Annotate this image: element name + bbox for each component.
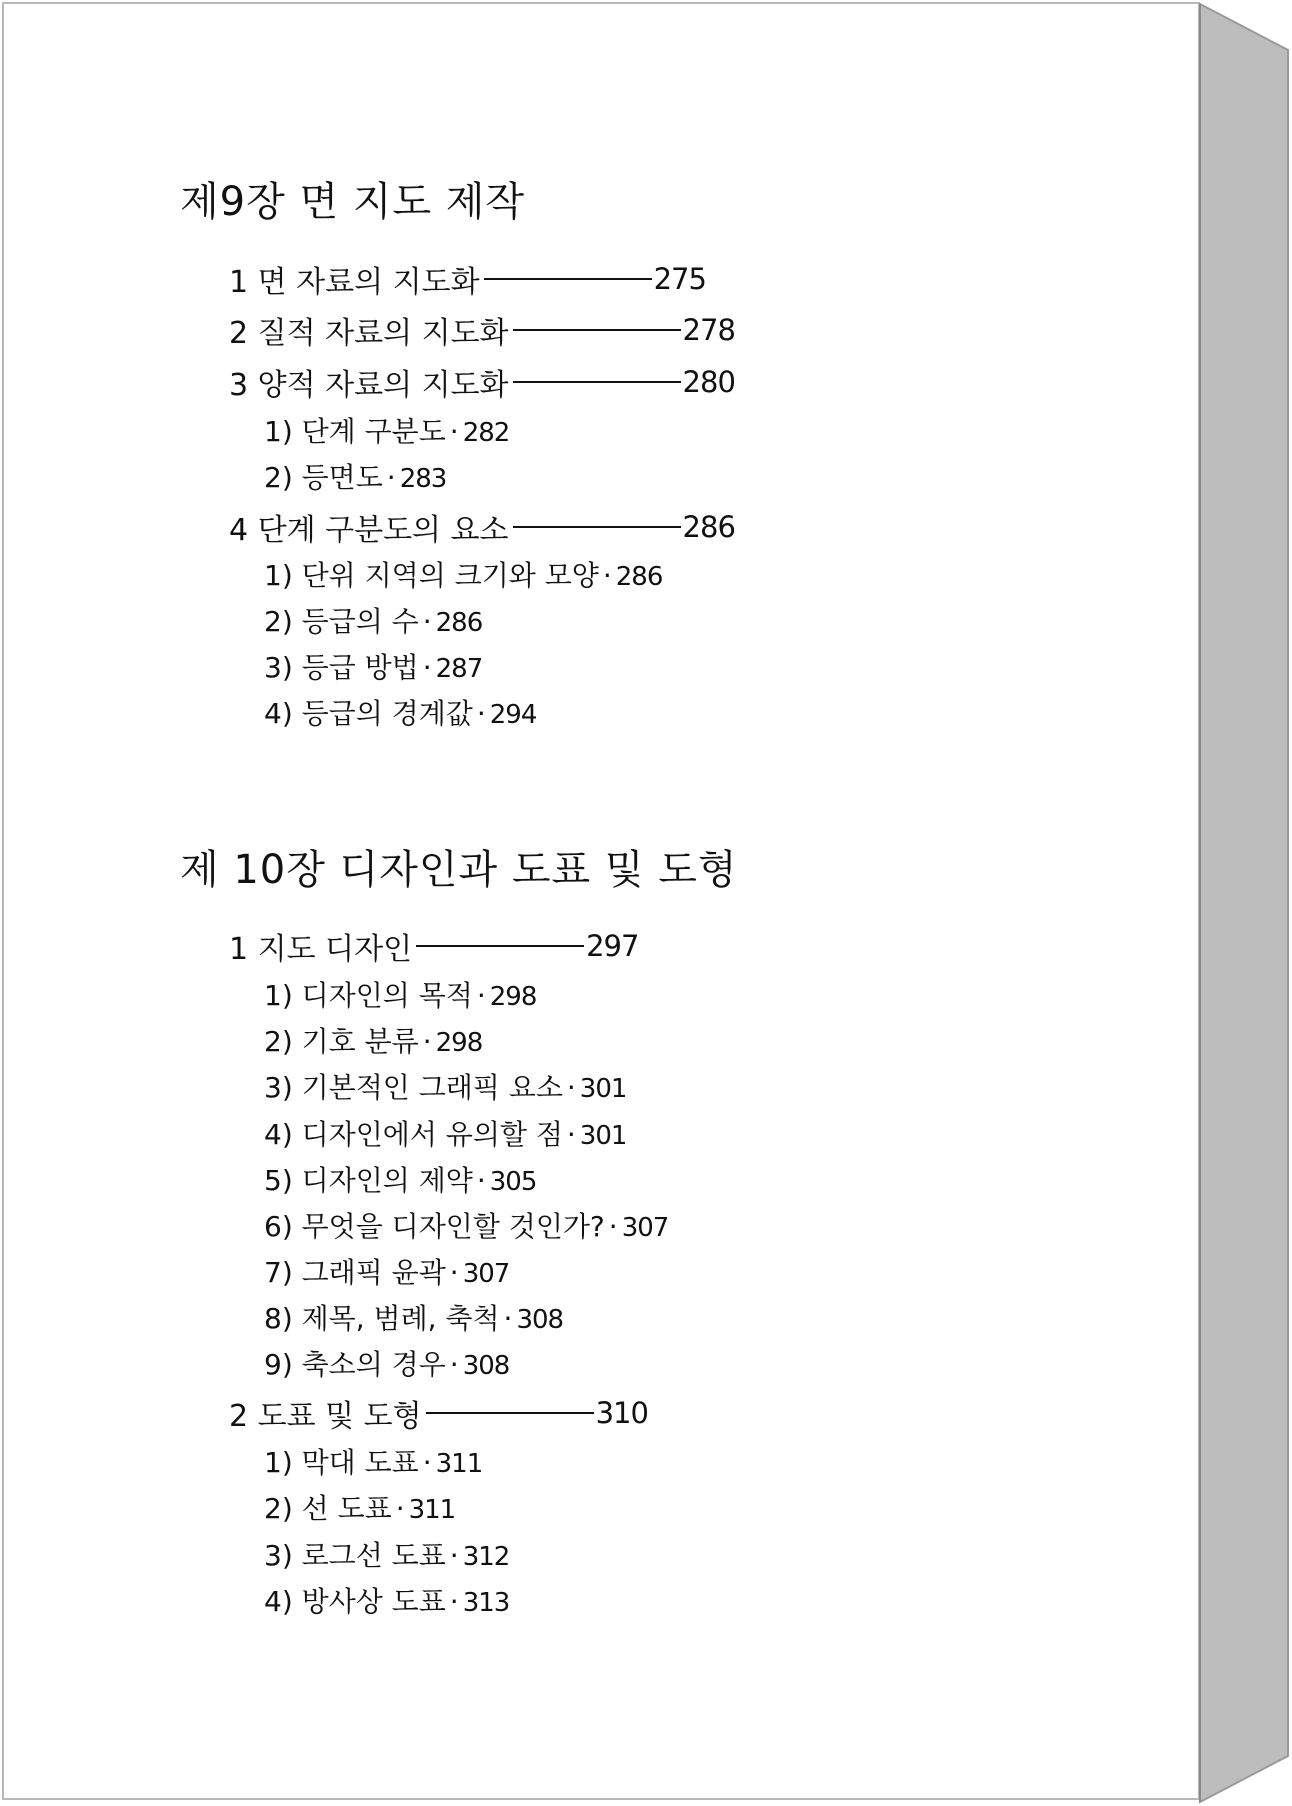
subsection-label: 2) 등면도 — [264, 461, 383, 494]
separator-dot: · — [395, 1492, 405, 1525]
subsection-page: 294 — [489, 700, 537, 730]
section-page: 310 — [595, 1396, 648, 1430]
subsection-page: 313 — [462, 1588, 510, 1618]
subsection-label: 4) 등급의 경계값 — [264, 697, 473, 730]
subsection-label: 5) 디자인의 제약 — [264, 1164, 473, 1197]
section-label: 2 질적 자료의 지도화 — [229, 316, 509, 351]
section-page: 280 — [682, 365, 735, 399]
subsection-page: 283 — [399, 464, 447, 494]
subsection-page: 307 — [462, 1259, 510, 1289]
leader-line — [513, 329, 681, 331]
leader-line — [484, 278, 652, 280]
subsection-label: 1) 디자인의 목적 — [264, 979, 473, 1012]
separator-dot: · — [602, 559, 612, 592]
subsection-page: 282 — [462, 418, 510, 448]
subsection-label: 2) 등급의 수 — [264, 605, 419, 638]
subsection-page: 311 — [435, 1449, 483, 1479]
toc-subsection[interactable] — [264, 1113, 626, 1153]
subsection-label: 8) 제목, 범례, 축척 — [264, 1302, 500, 1335]
separator-dot: · — [608, 1210, 618, 1243]
toc-subsection[interactable] — [264, 646, 482, 686]
separator-dot: · — [476, 1164, 486, 1197]
toc-subsection[interactable] — [264, 554, 662, 594]
section-label: 1 지도 디자인 — [229, 932, 413, 967]
toc-subsection[interactable] — [264, 1441, 482, 1481]
subsection-label: 1) 단계 구분도 — [264, 415, 446, 448]
toc-subsection[interactable] — [264, 1343, 509, 1383]
leader-line — [426, 1412, 594, 1414]
subsection-page: 298 — [489, 982, 537, 1012]
toc-subsection[interactable] — [264, 1159, 536, 1199]
subsection-page: 312 — [462, 1542, 510, 1572]
separator-dot: · — [449, 415, 459, 448]
subsection-label: 9) 축소의 경우 — [264, 1348, 446, 1381]
subsection-label: 3) 등급 방법 — [264, 651, 419, 684]
separator-dot: · — [422, 651, 432, 684]
section-page: 286 — [682, 510, 735, 544]
separator-dot: · — [566, 1118, 576, 1151]
toc-section[interactable] — [229, 505, 735, 549]
toc-subsection[interactable] — [264, 692, 536, 732]
section-page: 297 — [586, 929, 639, 963]
toc-subsection[interactable] — [264, 1251, 509, 1291]
subsection-page: 298 — [435, 1028, 483, 1058]
subsection-label: 6) 무엇을 디자인할 것인가? — [264, 1210, 605, 1243]
separator-dot: · — [476, 697, 486, 730]
toc-section[interactable] — [229, 308, 735, 352]
subsection-label: 7) 그래픽 윤곽 — [264, 1256, 446, 1289]
section-page: 278 — [682, 313, 735, 347]
leader-line — [416, 945, 584, 947]
separator-dot: · — [422, 1446, 432, 1479]
separator-dot: · — [449, 1348, 459, 1381]
toc-subsection[interactable] — [264, 600, 482, 640]
chapter-9-title: 제9장 면 지도 제작 — [180, 179, 526, 225]
toc-section[interactable] — [229, 360, 735, 404]
toc-section[interactable] — [229, 257, 706, 301]
subsection-label: 3) 기본적인 그래픽 요소 — [264, 1071, 563, 1104]
subsection-label: 4) 디자인에서 유의할 점 — [264, 1118, 563, 1151]
subsection-page: 308 — [462, 1351, 510, 1381]
section-label: 2 도표 및 도형 — [229, 1399, 422, 1434]
toc-subsection[interactable] — [264, 1297, 563, 1337]
subsection-page: 286 — [615, 562, 663, 592]
separator-dot: · — [503, 1302, 513, 1335]
toc-section[interactable] — [229, 1391, 648, 1435]
subsection-label: 2) 선 도표 — [264, 1492, 392, 1525]
subsection-label: 4) 방사상 도표 — [264, 1585, 446, 1618]
separator-dot: · — [449, 1539, 459, 1572]
section-label: 1 면 자료의 지도화 — [229, 265, 480, 300]
subsection-label: 3) 로그선 도표 — [264, 1539, 446, 1572]
separator-dot: · — [476, 979, 486, 1012]
toc-subsection[interactable] — [264, 1205, 668, 1245]
separator-dot: · — [422, 605, 432, 638]
separator-dot: · — [422, 1025, 432, 1058]
toc-subsection[interactable] — [264, 456, 446, 496]
subsection-label: 2) 기호 분류 — [264, 1025, 419, 1058]
chapter-10-title: 제 10장 디자인과 도표 및 도형 — [180, 847, 738, 893]
toc-section[interactable] — [229, 924, 638, 968]
separator-dot: · — [449, 1256, 459, 1289]
subsection-label: 1) 단위 지역의 크기와 모양 — [264, 559, 599, 592]
toc-subsection[interactable] — [264, 1580, 509, 1620]
toc-subsection[interactable] — [264, 1020, 482, 1060]
toc-subsection[interactable] — [264, 1066, 626, 1106]
subsection-page: 305 — [489, 1167, 537, 1197]
toc-subsection[interactable] — [264, 1534, 509, 1574]
section-page: 275 — [653, 262, 706, 296]
subsection-page: 301 — [579, 1121, 627, 1151]
section-label: 3 양적 자료의 지도화 — [229, 368, 509, 403]
section-label: 4 단계 구분도의 요소 — [229, 513, 509, 548]
toc-subsection[interactable] — [264, 1487, 455, 1527]
separator-dot: · — [566, 1071, 576, 1104]
toc-subsection[interactable] — [264, 410, 509, 450]
subsection-page: 287 — [435, 654, 483, 684]
subsection-page: 307 — [621, 1213, 669, 1243]
leader-line — [513, 381, 681, 383]
subsection-page: 301 — [579, 1074, 627, 1104]
subsection-page: 308 — [516, 1305, 564, 1335]
subsection-page: 311 — [408, 1495, 456, 1525]
subsection-label: 1) 막대 도표 — [264, 1446, 419, 1479]
leader-line — [513, 526, 681, 528]
subsection-page: 286 — [435, 608, 483, 638]
separator-dot: · — [386, 461, 396, 494]
toc-subsection[interactable] — [264, 974, 536, 1014]
separator-dot: · — [449, 1585, 459, 1618]
